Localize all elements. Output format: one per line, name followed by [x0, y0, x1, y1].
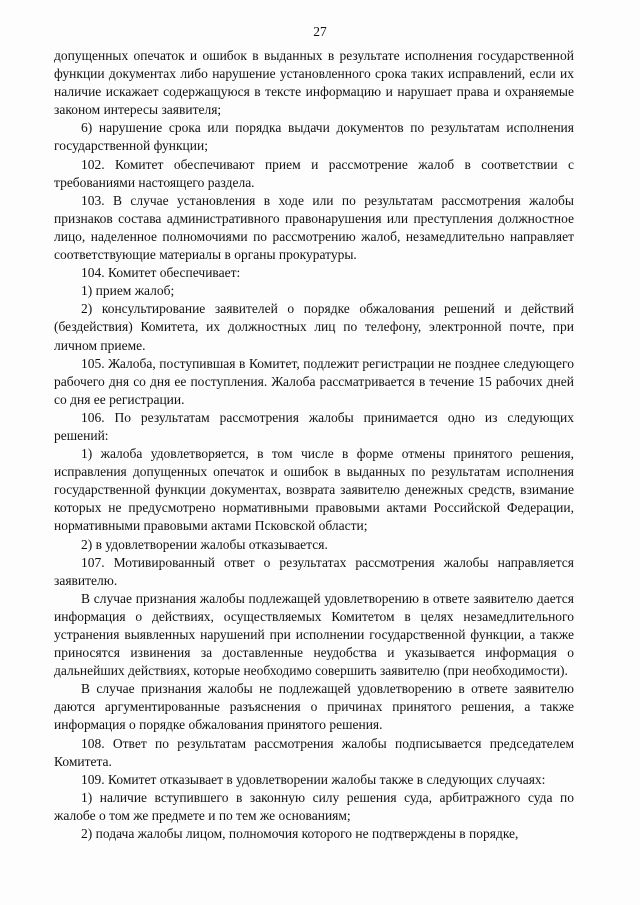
paragraph-109: 109. Комитет отказывает в удовлетворении жалобы также в следующих случаях:	[81, 771, 546, 787]
paragraph-item-6: 6) нарушение срока или порядка выдачи документов по результатам исполнения государственной функции;	[54, 120, 574, 154]
paragraph-104-item-1: 1) прием жалоб;	[81, 283, 175, 299]
paragraph-107: 107. Мотивированный ответ о результатах рассмотрения жалобы направляется заявителю.	[54, 554, 574, 588]
paragraph-105: 105. Жалоба, поступившая в Комитет, подлежит регистрации не позднее следующего рабочего дня со дня ее поступления. Жалоба рассматривается в течение 15 рабочих дней со дня ее регистрации.	[54, 355, 574, 407]
page-number: 27	[313, 24, 327, 39]
paragraph-106-item-1: 1) жалоба удовлетворяется, в том числе в форме отмены принятого решения, исправления допущенных опечаток и ошибок в выданных по результатам исполнения государственной функции документах, возврата заявителю денежных средств, взимание которых не предусмотрено нормативными правовыми актами Российской Федерации, нормативными правовыми актами Псковской области;	[54, 446, 574, 534]
document-body	[54, 47, 574, 843]
paragraph-107-satisfied: В случае признания жалобы подлежащей удовлетворению в ответе заявителю дается информация о действиях, осуществляемых Комитетом в целях незамедлительного устранения выявленных нарушений при исполнении государственной функции, а также приносятся извинения за доставленные неудобства и указывается информация о дальнейших действиях, которые необходимо совершить заявителю (при необходимости).	[54, 590, 574, 679]
paragraph-104-item-2: 2) консультирование заявителей о порядке обжалования решений и действий (бездействия) Комитета, их должностных лиц по телефону, электронной почте, при личном приеме.	[54, 301, 574, 353]
paragraph-103: 103. В случае установления в ходе или по результатам рассмотрения жалобы признаков состава административного правонарушения или преступления должностное лицо, наделенное полномочиями по рассмотрению жалоб, незамедлительно направляет соответствующие материалы в органы прокуратуры.	[54, 192, 574, 263]
paragraph-106: 106. По результатам рассмотрения жалобы принимается одно из следующих решений:	[54, 409, 574, 443]
paragraph-108: 108. Ответ по результатам рассмотрения жалобы подписывается председателем Комитета.	[54, 735, 574, 769]
paragraph-continuation: допущенных опечаток и ошибок в выданных в результате исполнения государственной функции документах либо нарушение установленного срока таких исправлений, если их наличие искажает содержащуюся в тексте информацию и нарушает права и охраняемые законом интересы заявителя;	[54, 48, 574, 118]
paragraph-109-item-2: 2) подача жалобы лицом, полномочия которого не подтверждены в порядке,	[81, 826, 519, 842]
paragraph-107-rejected: В случае признания жалобы не подлежащей удовлетворению в ответе заявителю даются аргументированные разъяснения о причинах принятого решения, а также информация о порядке обжалования принятого решения.	[54, 681, 574, 733]
paragraph-102: 102. Комитет обеспечивают прием и рассмотрение жалоб в соответствии с требованиями настоящего раздела.	[54, 156, 574, 190]
paragraph-104: 104. Комитет обеспечивает:	[81, 265, 241, 281]
paragraph-109-item-1: 1) наличие вступившего в законную силу решения суда, арбитражного суда по жалобе о том же предмете и по тем же основаниям;	[54, 789, 574, 823]
paragraph-106-item-2: 2) в удовлетворении жалобы отказывается.	[81, 536, 328, 552]
